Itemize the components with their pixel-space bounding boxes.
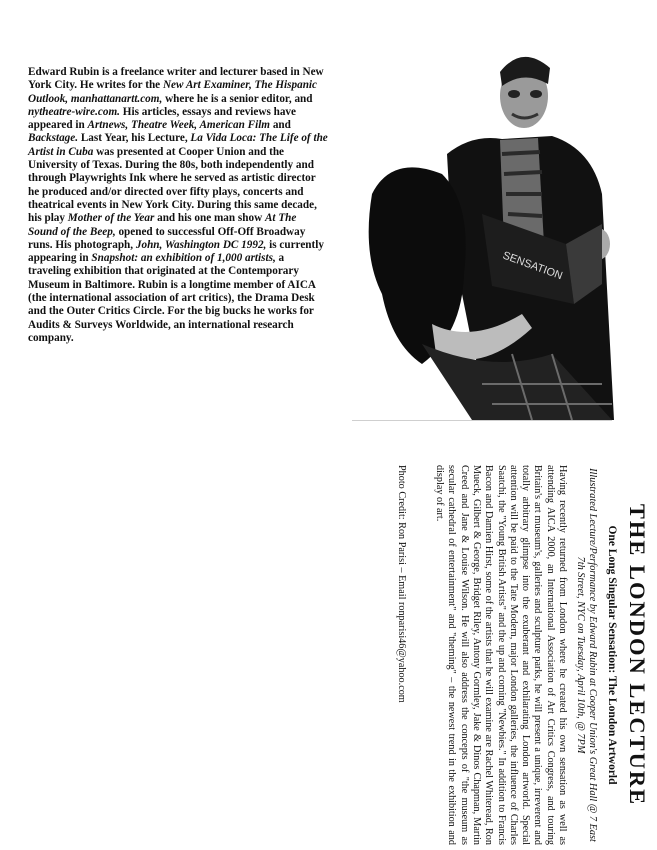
flyer-title: THE LONDON LECTURE: [625, 503, 650, 807]
book-title-text: SENSATION: [500, 249, 565, 283]
author-photo: [352, 44, 628, 420]
flyer-venue: Illustrated Lecture/Performance by Edward Rubin at Cooper Union's Great Hall @ 7 East 7th Street, NYC on Tuesday, April 10th, @ 7PM: [575, 468, 598, 842]
flyer-rotated-panel: [370, 465, 650, 845]
flyer-subtitle: One Long Singular Sensation: The London Artworld: [606, 525, 618, 785]
fold-line: [352, 420, 612, 421]
author-bio: Edward Rubin is a freelance writer and lecturer based in New York City. He writes for the New Art Examiner, The Hispanic Outlook, manhattanartt.com, where he is a senior editor, and nytheatre-wire.com. His articles, essays and reviews have appeared in Artnews, Theatre Week, American Film and Backstage. Last Year, his Lecture, La Vida Loca: The Life of the Artist in Cuba was presented at Cooper Union and the University of Texas. During the 80s, both independently and through Playwrights Ink where he served as artistic director he produced and/or directed over fifty plays, concerts and theatrical events in New York City. During this same decade, his play Mother of the Year and his one man show At The Sound of the Beep, opened to successful Off-Off Broadway runs. His photograph, John, Washington DC 1992, is currently appearing in Snapshot: an exhibition of 1,000 artists, a traveling exhibition that originated at the Contemporary Museum in Baltimore. Rubin is a longtime member of AICA (the international association of art critics), the Drama Desk and the Outer Critics Circle. For the big bucks he works for Audits & Surveys Worldwide, an international research company.: [28, 66, 328, 344]
flyer-body: Having recently returned from London where he created his own sensation as well as attending AICA 2000, an International Association of Art Critics Congress, and touring Britain's art museum's, galleries and sculpture parks, he will present a unique, irreverent and totally arbitrary glimpse into the exuberant and exhilarating London artworld. Special attention will be paid to the Tate Modern, major London galleries, the influence of Charles Saatchi, the "Young British Artists" and the up and coming "Newbies." In addition to Francis Bacon and Damien Hirst, some of the artists that he will examine are Rachel Whiteread, Ron Mueck, Gilbert & George, Bridget Riley, Antony Gormley, Jake & Dinos Chapman, Martin Creed and Jane & Louise Wilson. He will also address the concepts of "the museum as secular cathedral of entertainment" and "theming" – the newest trend in the exhibition and display of art.: [434, 465, 568, 845]
photo-credit: Photo Credit: Ron Parisi – Email ronparisi46@yahoo.com: [395, 465, 407, 703]
